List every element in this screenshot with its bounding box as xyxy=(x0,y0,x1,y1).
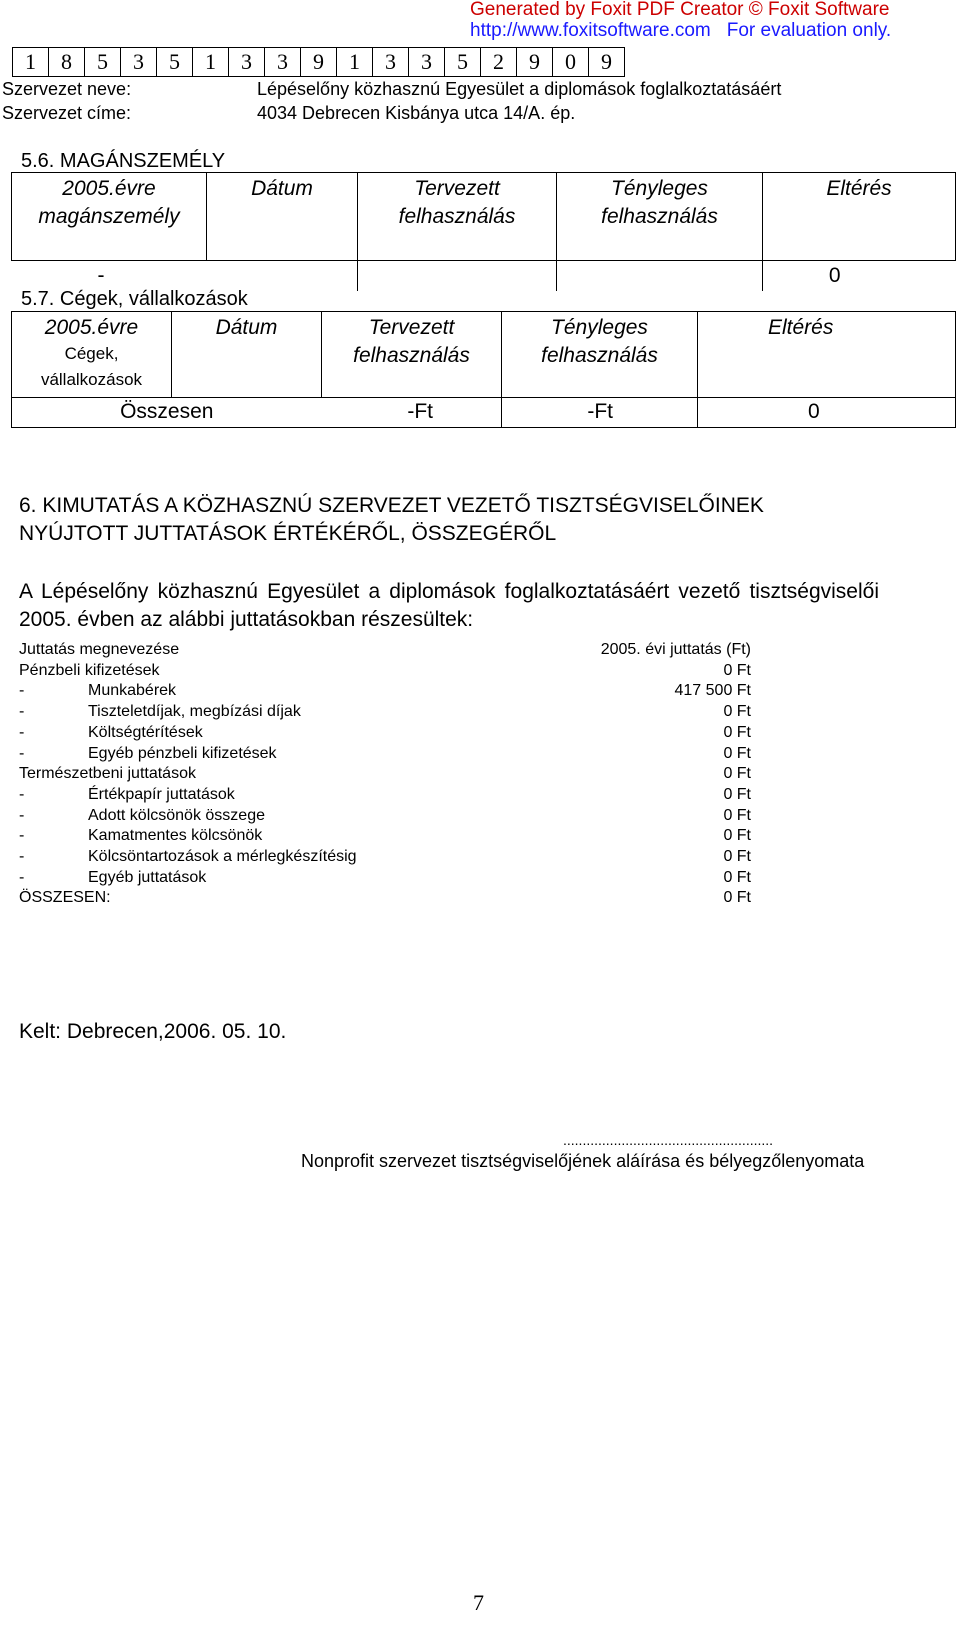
tax-digit-box: 5 xyxy=(445,48,481,77)
tax-digit-box: 0 xyxy=(553,48,589,77)
benefit-label: ÖSSZESEN: xyxy=(19,889,111,907)
benefit-dash: - xyxy=(19,744,25,762)
total-planned: -Ft xyxy=(322,398,502,428)
col-header-companies-year: 2005.évre xyxy=(44,316,139,339)
benefit-dash: - xyxy=(19,827,25,845)
benefit-amount: 0 Ft xyxy=(723,703,751,721)
tax-digit-box: 3 xyxy=(265,48,301,77)
benefit-row xyxy=(19,702,751,723)
tax-digit-box: 9 xyxy=(589,48,625,77)
benefit-row xyxy=(19,744,751,765)
benefit-amount: 0 Ft xyxy=(723,785,751,803)
col-header-date: Dátum xyxy=(172,312,322,398)
row-dash: - xyxy=(12,261,358,291)
benefit-label: Kamatmentes kölcsönök xyxy=(88,827,263,845)
benefit-row xyxy=(19,764,751,785)
page-number: 7 xyxy=(473,1590,484,1615)
watermark-url: http://www.foxitsoftware.com xyxy=(470,20,711,41)
tax-digit-box: 3 xyxy=(121,48,157,77)
col-header-planned: Tervezett felhasználás xyxy=(358,173,557,261)
signature-caption: Nonprofit szervezet tisztségviselőjének aláírása és bélyegzőlenyomata xyxy=(301,1151,865,1171)
tax-digit-box: 5 xyxy=(157,48,193,77)
org-name-label: Szervezet neve: xyxy=(2,79,132,99)
benefit-amount: 0 Ft xyxy=(723,765,751,783)
benefit-row xyxy=(19,868,751,889)
total-label: Összesen xyxy=(12,398,322,428)
total-diff: 0 xyxy=(698,398,956,428)
benefit-dash: - xyxy=(19,723,25,741)
section-5-7-title: 5.7. Cégek, vállalkozások xyxy=(21,288,248,310)
col-header-planned: Tervezett felhasználás xyxy=(322,312,502,398)
benefit-row xyxy=(19,723,751,744)
benefit-row xyxy=(19,785,751,806)
tax-digit-box: 1 xyxy=(337,48,373,77)
benefit-label: Egyéb juttatások xyxy=(88,868,207,886)
benefit-label: Kölcsöntartozások a mérlegkészítésig xyxy=(88,848,357,866)
tax-digit-box: 9 xyxy=(301,48,337,77)
tax-digit-box: 5 xyxy=(85,48,121,77)
tax-number-grid xyxy=(12,47,625,77)
tax-digit-box: 3 xyxy=(409,48,445,77)
section-6-heading-line1: 6. KIMUTATÁS A KÖZHASZNÚ SZERVEZET VEZETŐ TISZTSÉGVISELŐINEK xyxy=(19,494,764,517)
tax-digit-box: 3 xyxy=(373,48,409,77)
benefit-amount: 0 Ft xyxy=(723,744,751,762)
benefit-row xyxy=(19,888,751,909)
benefit-dash: - xyxy=(19,785,25,803)
benefit-label: Egyéb pénzbeli kifizetések xyxy=(88,744,277,762)
benefits-header-label: Juttatás megnevezése xyxy=(19,641,180,658)
benefit-dash: - xyxy=(19,806,25,824)
signature-dots: ...................................................... xyxy=(563,1132,774,1148)
tax-digit-box: 3 xyxy=(229,48,265,77)
org-name-value: Lépéselőny közhasznú Egyesület a diplomások foglalkoztatásáért xyxy=(257,79,782,99)
col-header-actual: Tényleges felhasználás xyxy=(502,312,698,398)
col-header-date: Dátum xyxy=(207,173,358,261)
col-header-actual: Tényleges felhasználás xyxy=(557,173,763,261)
benefit-amount: 0 Ft xyxy=(723,848,751,866)
tax-digit-box: 1 xyxy=(193,48,229,77)
section-6-paragraph: A Lépéselőny közhasznú Egyesület a diplomások foglalkoztatásáért vezető tisztségviselői 2005. évben az alábbi juttatásokban részesültek: xyxy=(19,580,879,631)
benefits-table xyxy=(19,640,751,909)
benefit-label: Pénzbeli kifizetések xyxy=(19,661,160,679)
col-header-diff: Eltérés xyxy=(763,173,956,261)
org-address-label: Szervezet címe: xyxy=(2,103,132,123)
benefit-dash: - xyxy=(19,682,25,700)
section-6-heading-line2: NYÚJTOTT JUTTATÁSOK ÉRTÉKÉRŐL, ÖSSZEGÉRŐL xyxy=(19,522,557,545)
benefit-dash: - xyxy=(19,703,25,721)
benefit-label: Értékpapír juttatások xyxy=(88,785,235,803)
benefit-label: Költségtérítések xyxy=(88,723,203,741)
benefit-dash: - xyxy=(19,868,25,886)
benefit-row xyxy=(19,661,751,682)
org-address-value: 4034 Debrecen Kisbánya utca 14/A. ép. xyxy=(257,103,576,123)
watermark-eval: For evaluation only. xyxy=(726,20,892,41)
benefit-label: Tiszteletdíjak, megbízási díjak xyxy=(88,703,301,721)
col-header-diff: Eltérés xyxy=(698,312,956,398)
benefit-amount: 0 Ft xyxy=(723,661,751,679)
tax-digit-box: 9 xyxy=(517,48,553,77)
section-5-6-title: 5.6. MAGÁNSZEMÉLY xyxy=(21,150,226,172)
table-5-6 xyxy=(11,172,956,291)
benefit-dash: - xyxy=(19,848,25,866)
benefit-amount: 0 Ft xyxy=(723,806,751,824)
total-actual: -Ft xyxy=(502,398,698,428)
benefit-row xyxy=(19,847,751,868)
tax-digit-box: 2 xyxy=(481,48,517,77)
tax-digit-box: 1 xyxy=(13,48,49,77)
watermark-line2 xyxy=(470,21,891,41)
benefit-label: Munkabérek xyxy=(88,682,177,700)
table-5-7 xyxy=(11,311,956,428)
benefit-amount: 0 Ft xyxy=(723,889,751,907)
benefit-amount: 0 Ft xyxy=(723,723,751,741)
col-header-companies-label: Cégek, vállalkozások xyxy=(40,344,143,389)
benefit-amount: 0 Ft xyxy=(723,827,751,845)
watermark-line1: Generated by Foxit PDF Creator © Foxit Software xyxy=(470,0,890,20)
benefit-row xyxy=(19,826,751,847)
tax-digit-box: 8 xyxy=(49,48,85,77)
benefit-label: Adott kölcsönök összege xyxy=(88,806,265,824)
col-header-companies xyxy=(12,312,172,398)
benefit-row xyxy=(19,681,751,702)
benefit-amount: 417 500 Ft xyxy=(674,682,751,700)
row-zero: 0 xyxy=(763,261,956,291)
benefit-label: Természetbeni juttatások xyxy=(19,765,196,783)
col-header-private: 2005.évre magánszemély xyxy=(12,173,207,261)
benefits-header-value: 2005. évi juttatás (Ft) xyxy=(600,641,751,658)
place-date: Kelt: Debrecen,2006. 05. 10. xyxy=(19,1020,287,1043)
benefit-amount: 0 Ft xyxy=(723,868,751,886)
benefit-row xyxy=(19,806,751,827)
